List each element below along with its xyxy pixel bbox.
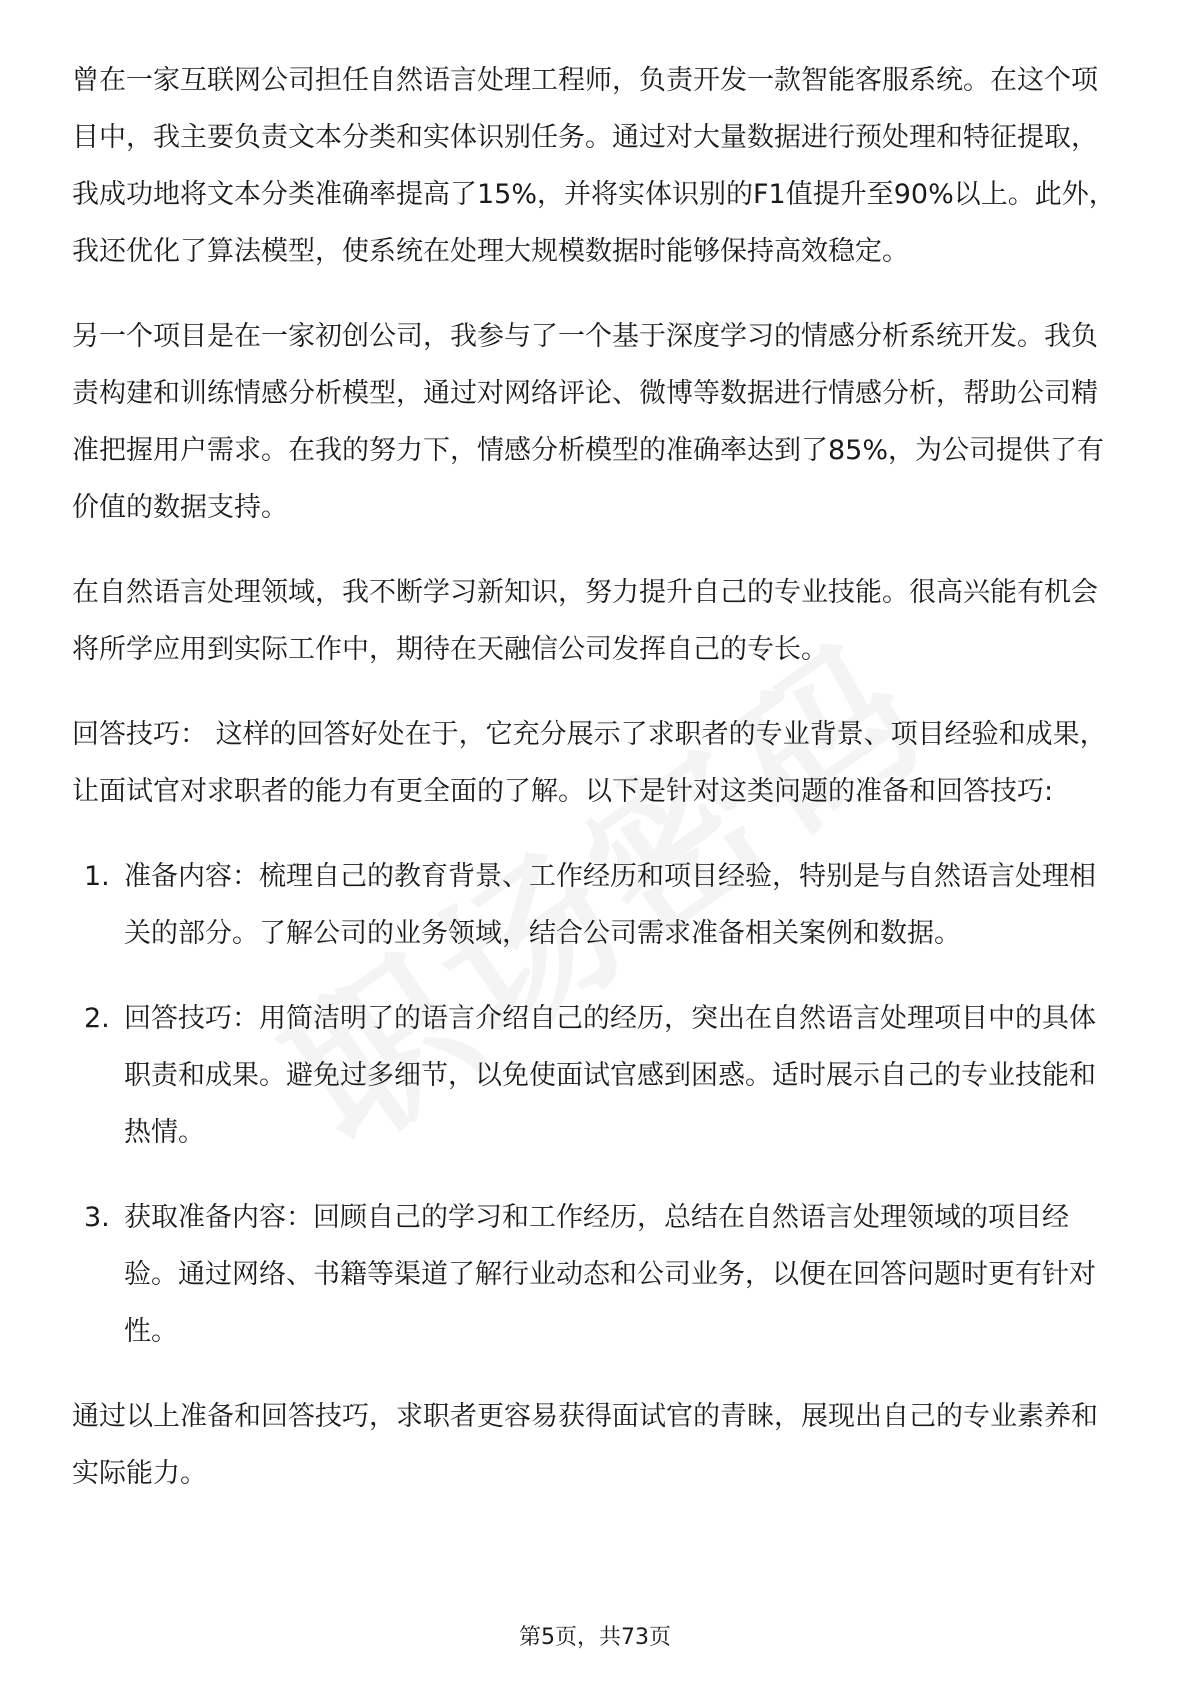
list-text: 获取准备内容：回顾自己的学习和工作经历，总结在自然语言处理领域的项目经验。通过网络、书籍等渠道了解行业动态和公司业务，以便在回答问题时更有针对性。 [124,1202,1096,1347]
page-footer: 第5页，共73页 [519,1625,671,1650]
paragraph-conclusion: 通过以上准备和回答技巧，求职者更容易获得面试官的青睐，展现出自己的专业素养和实际能力。 [72,1401,1098,1489]
tips-list [72,848,1122,1360]
paragraph-nlp-engineer: 曾在一家互联网公司担任自然语言处理工程师，负责开发一款智能客服系统。在这个项目中，我主要负责文本分类和实体识别任务。通过对大量数据进行预处理和特征提取，我成功地将文本分类准确率提高了15%，并将实体识别的F1值提升至90%以上。此外，我还优化了算法模型，使系统在处理大规模数据时能够保持高效稳定。 [72,65,1116,267]
list-item [72,990,1122,1161]
document-page [72,52,1122,1530]
list-number: 3. [84,1202,110,1233]
list-item [72,1189,1122,1360]
paragraph-answer-tips: 回答技巧： 这样的回答好处在于，它充分展示了求职者的专业背景、项目经验和成果，让面试官对求职者的能力有更全面的了解。以下是针对这类问题的准备和回答技巧: [72,719,1107,807]
list-number: 1. [84,861,110,892]
list-text: 回答技巧：用简洁明了的语言介绍自己的经历，突出在自然语言处理项目中的具体职责和成果。避免过多细节，以免使面试官感到困惑。适时展示自己的专业技能和热情。 [124,1003,1096,1148]
list-item [72,848,1122,962]
paragraph-learning: 在自然语言处理领域，我不断学习新知识，努力提升自己的专业技能。很高兴能有机会将所学应用到实际工作中，期待在天融信公司发挥自己的专长。 [72,577,1098,665]
list-text: 准备内容：梳理自己的教育背景、工作经历和项目经验，特别是与自然语言处理相关的部分。了解公司的业务领域，结合公司需求准备相关案例和数据。 [124,861,1096,949]
paragraph-sentiment-project: 另一个项目是在一家初创公司，我参与了一个基于深度学习的情感分析系统开发。我负责构建和训练情感分析模型，通过对网络评论、微博等数据进行情感分析，帮助公司精准把握用户需求。在我的努力下，情感分析模型的准确率达到了85%，为公司提供了有价值的数据支持。 [72,321,1105,523]
list-number: 2. [84,1003,110,1034]
